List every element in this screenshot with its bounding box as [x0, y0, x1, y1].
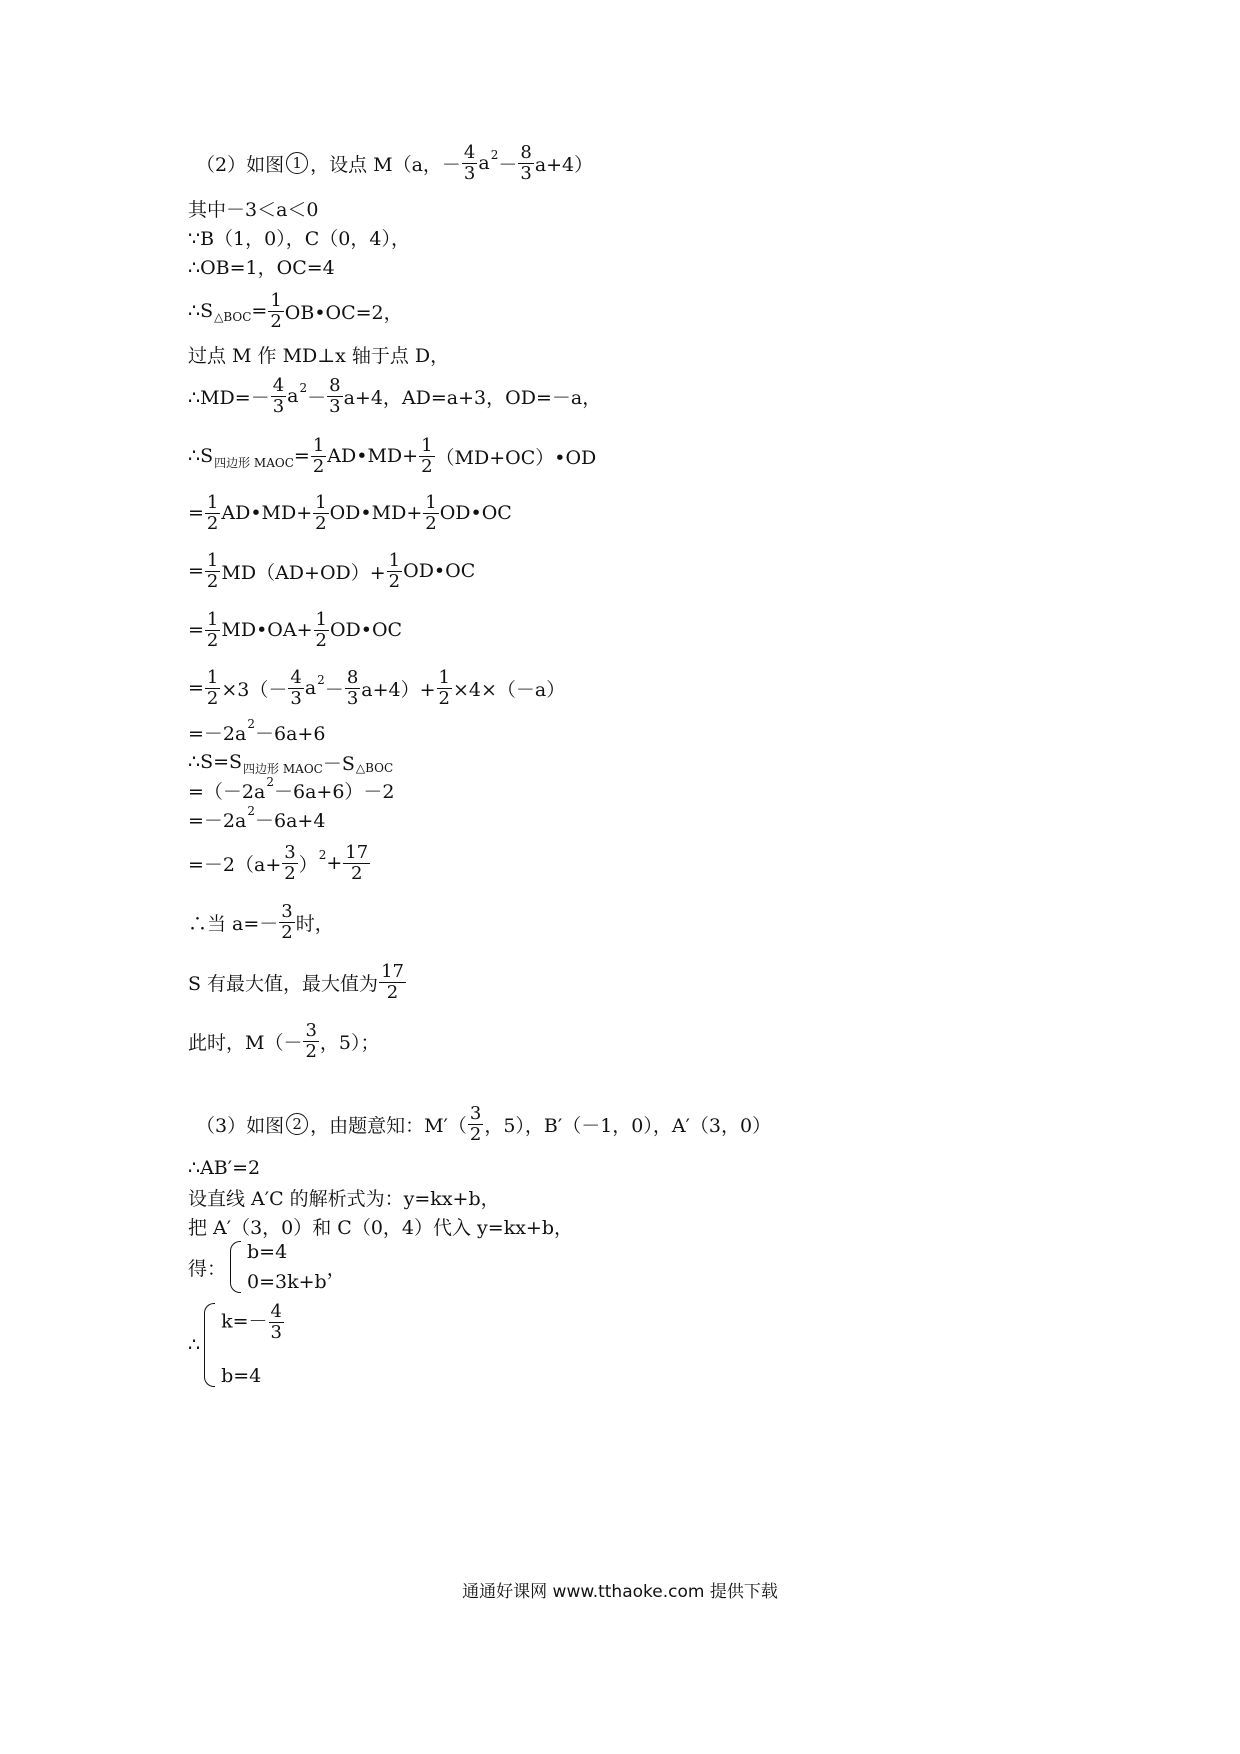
fraction: $\frac{1}{2}$: [421, 434, 433, 477]
fraction: $\frac{3}{2}$: [469, 1102, 482, 1145]
fraction: $\frac{1}{2}$: [315, 608, 327, 651]
fraction: $\frac{3}{2}$: [284, 841, 296, 884]
fraction: $\frac{4}{3}$: [270, 1301, 282, 1343]
line-vertex-form: =－2（a+ $\frac{3}{2}$ ） 2 + $\frac{17}{2}$: [188, 841, 369, 884]
line-step-4: = $\frac{1}{2}$ ×3（－ $\frac{4}{3}$ a 2 － $\frac{8}{3}$ a+4）+ $\frac{1}{2}$ ×4×（－a）: [188, 666, 566, 709]
fraction: $\frac{17}{2}$: [381, 960, 404, 1003]
fraction: $\frac{1}{2}$: [315, 491, 327, 534]
footer-watermark: 通通好课网 www.tthaoke.com 提供下载: [462, 1582, 778, 1602]
line-lengths: ∴OB=1，OC=4: [188, 256, 335, 279]
fraction: $\frac{1}{2}$: [388, 549, 401, 592]
line-ab: ∴AB′=2: [188, 1157, 261, 1179]
line-step-7: =－2a 2 －6a+4: [188, 804, 326, 832]
line-when-a: ∴当 a=－ $\frac{3}{2}$ 时，: [188, 900, 334, 943]
equation-system: b=4 0=3k+b: [230, 1241, 327, 1293]
fraction: $\frac{4}{3}$: [290, 666, 302, 709]
line-md: ∴MD=－ $\frac{4}{3}$ a 2 － $\frac{8}{3}$ a+4，AD=a+3，OD=－a，: [188, 374, 602, 417]
line-linear-setup: 设直线 A′C 的解析式为：y=kx+b，: [188, 1187, 500, 1210]
fraction: $\frac{3}{2}$: [305, 1019, 317, 1062]
line-part2-intro: （2）如图 1 ，设点 M（a，－ $\frac{4}{3}$ a 2 － $\frac{8}{3}$ a+4）: [196, 141, 594, 184]
fraction: $\frac{4}{3}$: [463, 141, 476, 184]
line-step-3: = $\frac{1}{2}$ MD•OA+ $\frac{1}{2}$ OD•OC: [188, 608, 403, 651]
line-area-boc: ∴S △BOC = $\frac{1}{2}$ OB•OC=2，: [188, 289, 403, 332]
fraction: $\frac{1}{2}$: [206, 491, 219, 534]
left-brace: [204, 1303, 215, 1387]
line-step-5: =－2a 2 －6a+6: [188, 717, 326, 745]
fraction: $\frac{17}{2}$: [345, 841, 369, 884]
line-max-value: S 有最大值，最大值为 $\frac{17}{2}$: [188, 960, 404, 1003]
circled-number: 2: [286, 1113, 308, 1135]
line-step-1: = $\frac{1}{2}$ AD•MD+ $\frac{1}{2}$ OD•MD+ $\frac{1}{2}$ OD•OC: [188, 491, 512, 534]
line-points: ∵B（1，0），C（0，4），: [188, 227, 410, 250]
fraction: $\frac{1}{2}$: [206, 666, 219, 709]
line-s-def: ∴S=S 四边形 MAOC －S △BOC: [188, 751, 394, 776]
fraction: $\frac{1}{2}$: [206, 608, 219, 651]
line-area-maoc: ∴S 四边形 MAOC = $\frac{1}{2}$ AD•MD+ $\frac{1}{2}$ （MD+OC）•OD: [188, 434, 597, 477]
line-part3-intro: （3）如图 2 ，由题意知：M′（ $\frac{3}{2}$ ，5），B′（－1，0），A′（3，0）: [196, 1102, 772, 1145]
fraction: $\frac{3}{2}$: [281, 900, 293, 943]
line-system-2: ∴ k=－ $\frac{4}{3}$ b=4: [188, 1300, 285, 1390]
fraction: $\frac{8}{3}$: [520, 141, 532, 184]
line-substitute: 把 A′（3，0）和 C（0，4）代入 y=kx+b，: [188, 1216, 574, 1239]
line-range: 其中－3＜a＜0: [188, 198, 319, 221]
fraction: $\frac{1}{2}$: [438, 666, 450, 709]
line-step-6: =（－2a 2 －6a+6）－2: [188, 775, 395, 803]
fraction: $\frac{1}{2}$: [206, 549, 219, 592]
line-perpendicular: 过点 M 作 MD⊥x 轴于点 D，: [188, 344, 450, 367]
line-m-point: 此时，M（－ $\frac{3}{2}$ ，5）；: [188, 1019, 380, 1062]
fraction: $\frac{1}{2}$: [312, 434, 325, 477]
fraction: $\frac{8}{3}$: [329, 374, 341, 417]
fraction: $\frac{1}{2}$: [425, 491, 437, 534]
equation-system: k=－ $\frac{4}{3}$ b=4: [204, 1303, 285, 1387]
line-step-2: = $\frac{1}{2}$ MD（AD+OD）+ $\frac{1}{2}$ OD•OC: [188, 549, 476, 592]
fraction: $\frac{1}{2}$: [270, 289, 282, 332]
fraction: $\frac{8}{3}$: [346, 666, 359, 709]
left-brace: [230, 1241, 241, 1293]
circled-number: 1: [286, 152, 308, 174]
fraction: $\frac{4}{3}$: [272, 374, 285, 417]
line-system-1: 得： b=4 0=3k+b ，: [188, 1241, 346, 1293]
